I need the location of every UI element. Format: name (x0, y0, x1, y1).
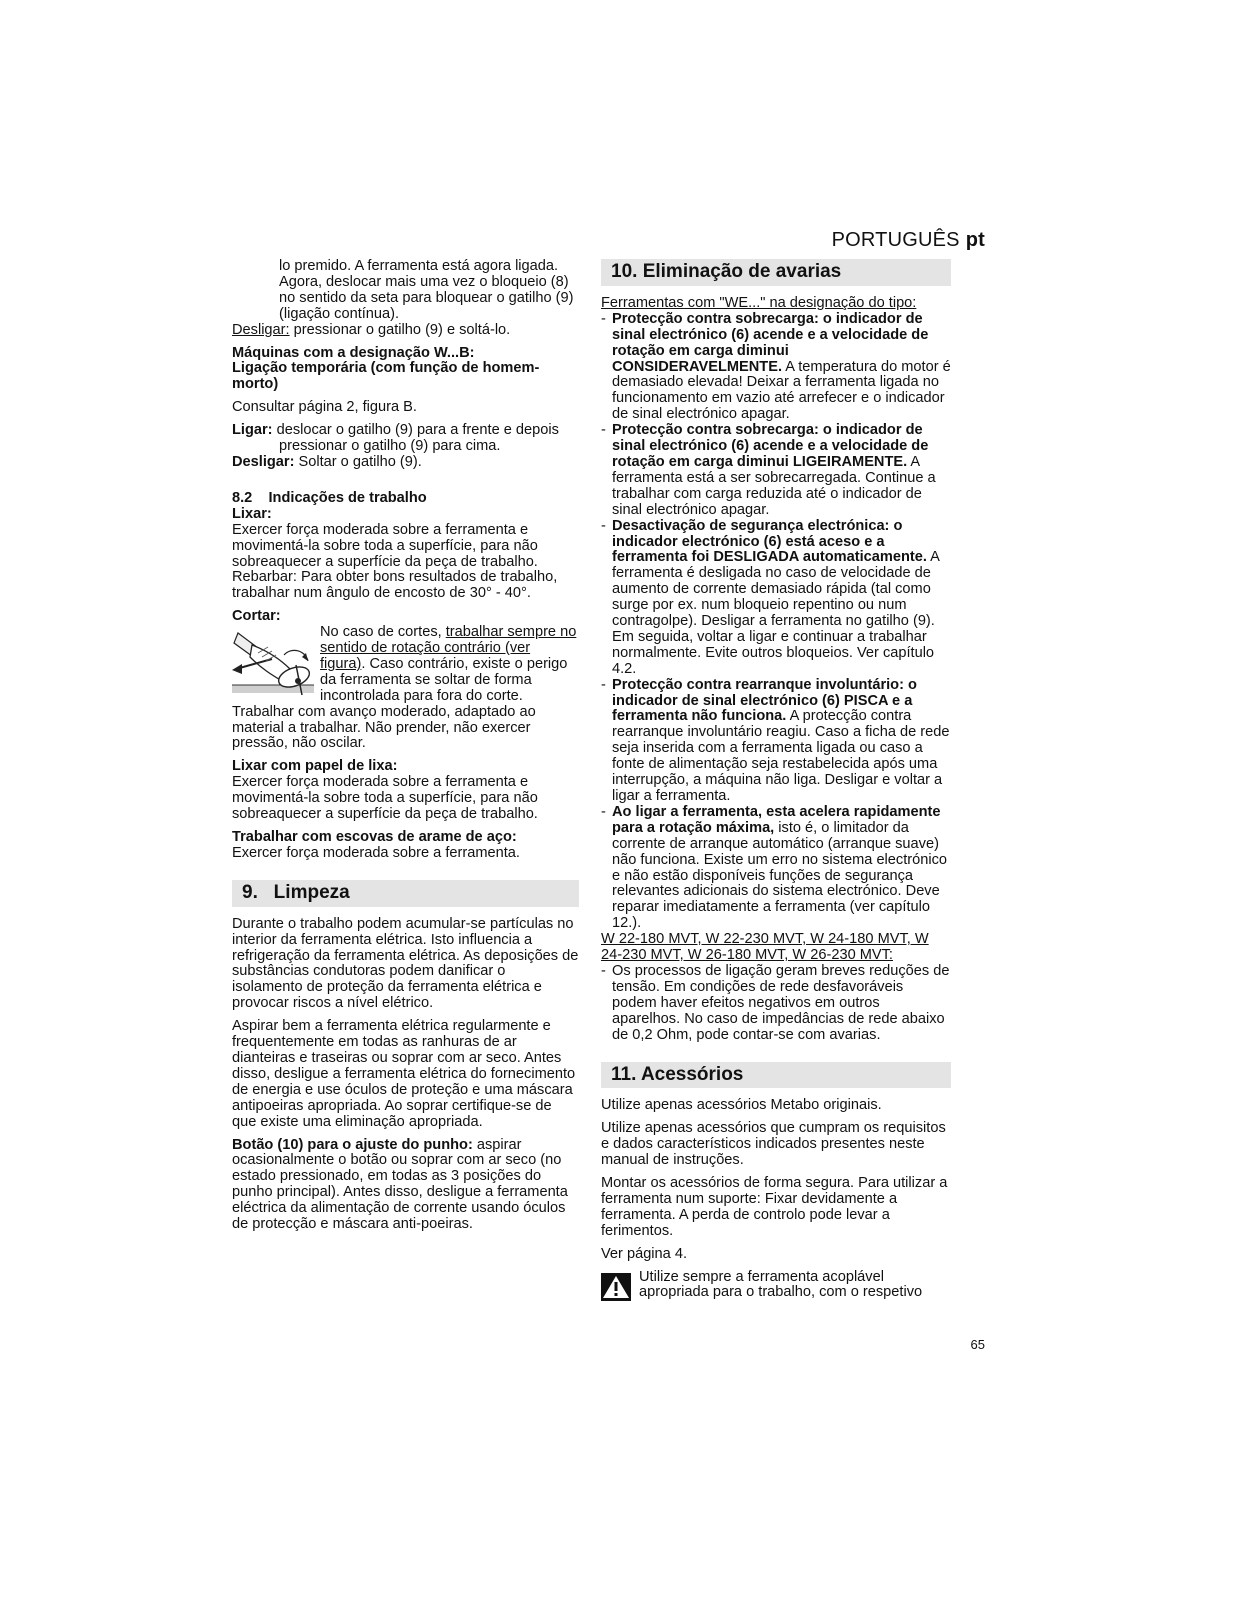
text: Soltar o gatilho (9). (294, 453, 422, 470)
list-item (601, 805, 951, 932)
item-bold: Protecção contra rearranque involuntário: o indicador de sinal electrónico (6) PISCA e a ferramenta não funciona. (612, 676, 917, 725)
left-column (232, 259, 579, 1233)
item-bold: Protecção contra sobrecarga: o indicador de sinal electrónico (6) acende e a velocidade de rotação em carga diminui LIGEIRAMENTE. (612, 422, 929, 470)
paragraph: Aspirar bem a ferramenta elétrica regularmente e frequentemente em todas as ranhuras de ar dianteiras e traseiras ou soprar com ar seco. Antes disso, desligue a ferramenta elétrica do fornecimento de energia e use óculos de proteção e uma máscara antipoeiras apropriada. Ao soprar certifique-se de que existe uma eliminação apropriada. (232, 1018, 576, 1130)
item-text: A ferramenta é desligada no caso de velocidade de aumento de corrente demasiado rápida (tal como surge por ex. num bloqueio repentino ou num contragolpe). Desligar a ferramenta no gatilho (9). Em seguida, voltar a ligar e continuar a trabalhar normalmente. Evite outros bloqueios. Ver capítulo 4.2. (612, 549, 940, 677)
page-number: 65 (970, 1337, 985, 1352)
paragraph: lo premido. A ferramenta está agora ligada. Agora, deslocar mais uma vez o bloqueio (8) no sentido da seta para bloquear o gatilho (9) (ligação contínua). (279, 258, 574, 322)
subheading: Trabalhar com escovas de arame de aço: (232, 829, 517, 845)
label: Ligar: (232, 422, 273, 439)
warning-row (601, 1270, 951, 1302)
label: Botão (10) para o ajuste do punho: (232, 1136, 473, 1153)
header-language-code: pt (965, 229, 985, 251)
models-heading: W 22-180 MVT, W 22-230 MVT, W 24-180 MVT, W 24-230 MVT, W 26-180 MVT, W 26-230 MVT: (601, 931, 929, 964)
section-heading-limpeza: 9. Limpeza (232, 880, 579, 907)
subheading: Cortar: (232, 608, 281, 625)
label: Desligar: (232, 453, 295, 470)
paragraph: Montar os acessórios de forma segura. Para utilizar a ferramenta num suporte: Fixar devidamente a ferramenta. A perda de controlo pode levar a ferimentos. (601, 1175, 948, 1239)
paragraph: Utilize apenas acessórios Metabo originais. (601, 1097, 882, 1114)
item-bold: Ao ligar a ferramenta, esta acelera rapidamente para a rotação máxima, (612, 803, 941, 836)
item-bold: Desactivação de segurança electrónica: o indicador electrónico (6) está aceso e a ferramenta foi DESLIGADA automaticamente. (612, 517, 927, 566)
paragraph: Ver página 4. (601, 1245, 688, 1262)
item-text: A temperatura do motor é demasiado elevada! Deixar a ferramenta ligada no funcionamento em vazio até arrefecer e o indicador de sinal electrónico apagar. (612, 358, 951, 423)
warning-triangle-icon (601, 1273, 631, 1301)
page-header (832, 229, 985, 252)
underlined-text: trabalhar sempre no sentido de rotação contrário (ver figura) (320, 624, 577, 672)
section-heading-eliminacao-avarias: 10. Eliminação de avarias (601, 259, 951, 286)
item-text: isto é, o limitador da corrente de arranque automático (arranque suave) não funciona. Existe um erro no sistema electrónico e não estão disponíveis funções de segurança relevantes adicionais do sistema electrónico. Deve reparar imediatamente a ferramenta (ver capítulo 12.). (612, 819, 948, 932)
text: . Caso contrário, existe o perigo da ferramenta se soltar de forma incontrolada para fora do corte. (320, 655, 568, 704)
paragraph: Durante o trabalho podem acumular-se partículas no interior da ferramenta elétrica. Isto influencia a refrigeração da ferramenta elétrica. As deposições de substâncias condutoras podem danificar o isolamento de proteção da ferramenta elétrica e provocar riscos a nível elétrico. (232, 915, 579, 1012)
paragraph: Rebarbar: Para obter bons resultados de trabalho, trabalhar num ângulo de encosto de 30° - 40°. (232, 569, 558, 602)
paragraph (232, 423, 579, 455)
section-heading-acessorios: 11. Acessórios (601, 1062, 951, 1089)
paragraph (232, 455, 579, 471)
item-bold: Protecção contra sobrecarga: o indicador de sinal electrónico (6) acende e a velocidade de rotação em carga diminui CONSIDERAVELMENTE. (612, 310, 929, 375)
cutting-direction-illustration (232, 625, 314, 703)
list-item: - Os processos de ligação geram breves reduções de tensão. Em condições de rede desfavoráveis podem haver efeitos negativos em outros aparelhos. No caso de impedâncias de rede abaixo de 0,2 Ohm, pode contar-se com avarias. (601, 964, 951, 1044)
paragraph: Trabalhar com avanço moderado, adaptado ao material a trabalhar. Não prender, não exercer pressão, não oscilar. (232, 703, 536, 752)
text: pressionar o gatilho (9) e soltá-lo. (289, 321, 511, 338)
paragraph: Ferramentas com "WE..." na designação do tipo: (601, 294, 917, 311)
header-language: PORTUGUÊS (831, 229, 960, 251)
subheading: Máquinas com a designação W...B: (232, 344, 475, 361)
paragraph (320, 625, 579, 705)
list-item (601, 312, 951, 423)
text: aspirar ocasionalmente o botão ou soprar com ar seco (no estado pressionado, em todas as 3 posições do punho principal). Antes disso, desligue a ferramenta eléctrica da alimentação de corrente usando óculos de protecção e máscara anti-poeiras. (232, 1136, 568, 1233)
paragraph (232, 323, 579, 339)
paragraph: Exercer força moderada sobre a ferramenta. (232, 844, 520, 861)
label: Desligar: (232, 321, 290, 338)
subheading: Lixar: (232, 505, 272, 522)
text: No caso de cortes, (320, 624, 446, 641)
warning-text: Utilize sempre a ferramenta acoplável apropriada para o trabalho, com o respetivo (639, 1268, 923, 1301)
subsection-heading: 8.2 Indicações de trabalho (232, 489, 427, 506)
item-text: A ferramenta está a ser sobrecarregada. Continue a trabalhar com carga reduzida até o indicador de sinal electrónico apagar. (612, 453, 936, 518)
paragraph: Consultar página 2, figura B. (232, 399, 417, 416)
right-column (601, 259, 951, 1301)
list-item (601, 423, 951, 518)
item-text: A protecção contra rearranque involuntário reagiu. Caso a ficha de rede seja inserida com a ferramenta ligada ou caso a fonte de alimentação seja restabelecida após uma interrupção, a máquina não liga. Desligar e voltar a ligar a ferramenta. (612, 708, 950, 804)
list-item (601, 678, 951, 805)
paragraph (232, 1138, 579, 1233)
cutting-figure-row (232, 625, 579, 705)
paragraph: Utilize apenas acessórios que cumpram os requisitos e dados característicos indicados presentes neste manual de instruções. (601, 1120, 946, 1169)
text: deslocar o gatilho (9) para a frente e depois pressionar o gatilho (9) para cima. (272, 422, 559, 455)
subheading: Ligação temporária (com função de homem-morto) (232, 360, 540, 393)
paragraph: Exercer força moderada sobre a ferramenta e movimentá-la sobre toda a superfície, para não sobreaquecer a superfície da peça de trabalho. (232, 774, 538, 823)
list-item (601, 519, 951, 678)
paragraph: Exercer força moderada sobre a ferramenta e movimentá-la sobre toda a superfície, para não sobreaquecer a superfície da peça de trabalho. (232, 521, 538, 570)
subheading: Lixar com papel de lixa: (232, 758, 398, 775)
